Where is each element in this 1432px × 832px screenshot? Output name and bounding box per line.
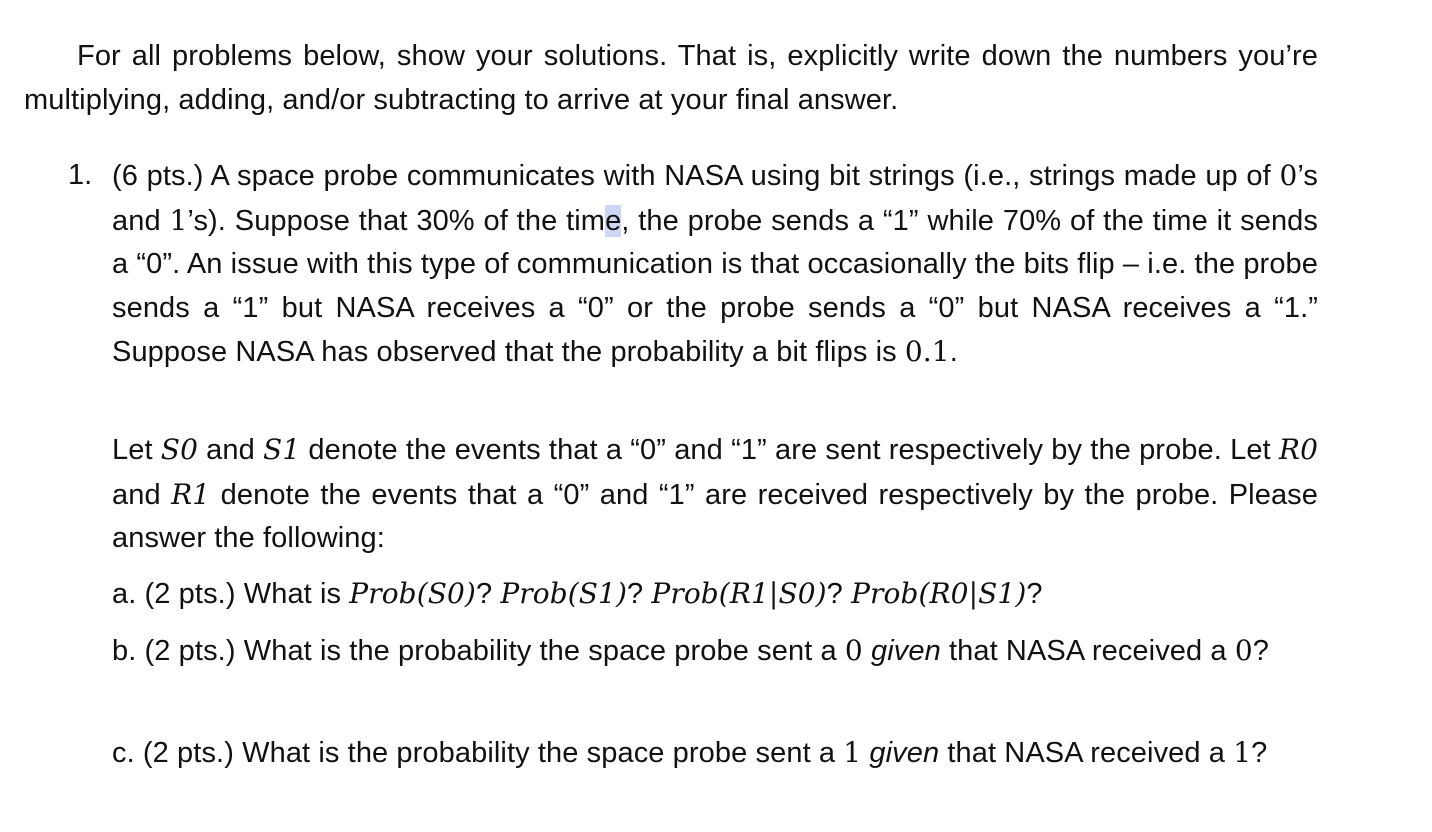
setup-text-1: Let bbox=[112, 434, 161, 466]
setup-text-3: denote the events that a “0” and “1” are sent respectively by the probe. Let bbox=[300, 434, 1279, 466]
math-s0: S0 bbox=[160, 433, 198, 466]
problem-points: (6 pts.) bbox=[112, 160, 204, 192]
problem-text-5: . bbox=[949, 336, 958, 368]
problem-description bbox=[112, 154, 1318, 375]
subquestion-c-label: c. (2 pts.) What is the probability the space probe sent a bbox=[112, 737, 844, 769]
math-s1: S1 bbox=[263, 433, 301, 466]
math-sent-one: 1 bbox=[843, 736, 862, 769]
subquestion-c bbox=[112, 731, 1318, 776]
event-definitions bbox=[112, 428, 1318, 561]
subquestion-b-end: ? bbox=[1252, 635, 1269, 667]
subquestion-c-mid: that NASA received a bbox=[939, 737, 1234, 769]
problem-text-3: ’s). Suppose that 30% of the tim bbox=[187, 204, 606, 237]
problem-text-1: A space probe communicates with NASA using bit strings (i.e., strings made up of bbox=[210, 160, 1280, 192]
subquestion-a bbox=[112, 572, 1318, 617]
math-r1: R1 bbox=[171, 477, 211, 511]
sep-3: ? bbox=[826, 578, 852, 610]
subquestion-c-end: ? bbox=[1251, 737, 1268, 769]
math-sent-zero: 0 bbox=[844, 634, 863, 667]
instructions-text: For all problems below, show your solutions. That is, explicitly write down the numbers you’re multiplying, adding, and/or subtracting to arrive at your final answer. bbox=[24, 40, 1318, 116]
math-flip-probability: 0.1 bbox=[904, 335, 950, 368]
math-received-zero: 0 bbox=[1234, 634, 1253, 667]
subquestion-a-label: a. (2 pts.) What is bbox=[112, 578, 350, 610]
setup-text-4: and bbox=[112, 478, 172, 511]
math-prob-s0: Prob(S0) bbox=[349, 577, 476, 610]
sep-2: ? bbox=[627, 578, 652, 610]
math-received-one: 1 bbox=[1233, 736, 1252, 769]
subquestion-b bbox=[112, 629, 1318, 674]
given-emphasis: given bbox=[869, 737, 940, 769]
math-one: 1 bbox=[169, 203, 188, 237]
math-zero: 0 bbox=[1279, 159, 1298, 192]
math-prob-r0-given-s1: Prob(R0|S1) bbox=[851, 577, 1027, 610]
setup-text-2: and bbox=[198, 434, 264, 466]
math-r0: R0 bbox=[1278, 433, 1318, 466]
problem-text-2: ’s and bbox=[112, 160, 1318, 237]
given-emphasis: given bbox=[871, 635, 941, 667]
math-prob-r1-given-s0: Prob(R1|S0) bbox=[651, 577, 827, 610]
text-selection-highlight[interactable]: e bbox=[605, 204, 622, 237]
setup-text-5: denote the events that a “0” and “1” are received respectively by the probe. Please answer the following: bbox=[112, 478, 1319, 554]
subquestion-b-label: b. (2 pts.) What is the probability the space probe sent a bbox=[112, 635, 845, 667]
subquestion-b-mid: that NASA received a bbox=[940, 635, 1235, 667]
subquestion-a-end: ? bbox=[1026, 578, 1043, 610]
instructions-paragraph bbox=[24, 35, 1318, 122]
sep-1: ? bbox=[475, 578, 501, 610]
problem-text-4: , the probe sends a “1” while 70% of the time it sends a “0”. An issue with this type of communication is that occasionally the bits flip – i.e. the probe sends a “1” but NASA receives a “0” or the probe sends a “0” but NASA receives a “1.” Suppose NASA has observed that the probability a bit flips is bbox=[112, 204, 1318, 368]
math-prob-s1: Prob(S1) bbox=[500, 577, 627, 610]
problem-number: 1. bbox=[68, 159, 93, 191]
